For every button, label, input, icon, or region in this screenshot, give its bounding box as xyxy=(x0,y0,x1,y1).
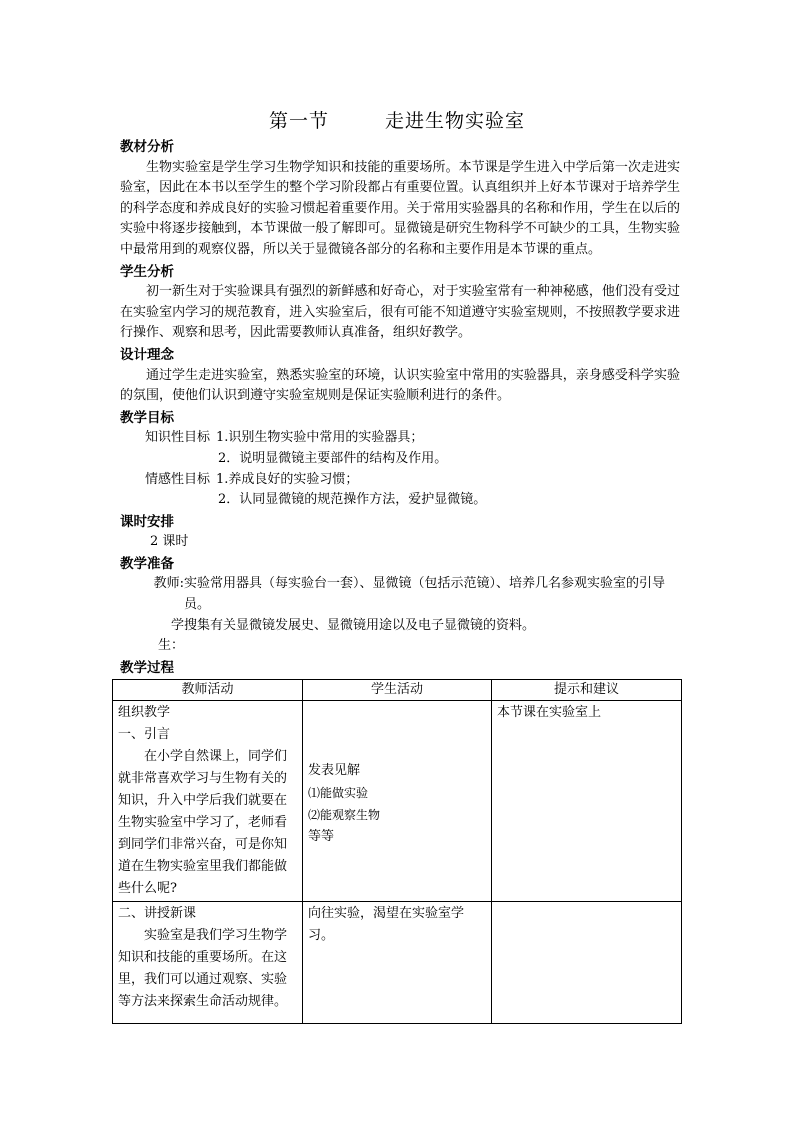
emotion-goal-label: 情感性目标 xyxy=(144,471,210,487)
student-prep-row xyxy=(120,616,680,657)
table-row xyxy=(113,902,682,1024)
teacher-activity-paragraph: 在小学自然课上，同学们就非常喜欢学习与生物有关的知识，升入中学后我们就要在生物实验室中学习了，老师看到同学们非常兴奋，可是你知道在生物实验室里我们都能做些什么呢? xyxy=(118,749,288,896)
material-analysis-text: 生物实验室是学生学习生物学知识和技能的重要场所。本节课是学生进入中学后第一次走进实验室，因此在本书以至学生的整个学习阶段都占有重要位置。认真组织并上好本节课对于培养学生的科学态度和养成良好的实验习惯起着重要作用。关于常用实验器具的名称和作用，学生在以后的实验中将逐步接触到，本节课做一般了解即可。显微镜是研究生物科学不可缺少的工具，生物实验中最常用到的观察仪器，所以关于显微镜各部分的名称和主要作用是本节课的重点。 xyxy=(120,159,680,257)
table-row xyxy=(113,701,682,902)
heading-material-analysis: 教材分析 xyxy=(120,139,174,155)
student-prep-text: 搜集有关显微镜发展史、显微镜用途以及电子显微镜的资料。 xyxy=(184,617,536,633)
student-activity-cell xyxy=(303,701,492,902)
title-section-name: 走进生物实验室 xyxy=(385,110,526,132)
teacher-activity-line: 组织教学 xyxy=(118,705,171,720)
student-activity-cell xyxy=(303,902,492,1024)
tips-cell xyxy=(492,701,682,902)
tips-line: 本节课在实验室上 xyxy=(497,705,602,720)
emotion-goal-row xyxy=(120,470,680,491)
header-student-activity: 学生活动 xyxy=(303,680,492,701)
teacher-activity-line: 二、讲授新课 xyxy=(118,906,197,921)
teaching-process-table xyxy=(112,679,682,1024)
knowledge-goal-2: 2．说明显微镜主要部件的结构及作用。 xyxy=(218,450,448,466)
heading-preparation: 教学准备 xyxy=(120,555,174,572)
student-activity-line: 发表见解 xyxy=(308,763,361,778)
lesson-plan-body xyxy=(120,136,680,678)
title-section-number: 第一节 xyxy=(268,110,329,132)
page-title xyxy=(0,106,794,133)
teacher-activity-cell xyxy=(113,902,303,1024)
student-activity-line: ⑵能观察生物 xyxy=(308,808,381,822)
teacher-activity-cell xyxy=(113,701,303,902)
heading-design-concept: 设计理念 xyxy=(120,346,174,363)
table-header-row xyxy=(113,680,682,701)
design-concept-text: 通过学生走进实验室，熟悉实验室的环境，认识实验室中常用的实验器具，亲身感受科学实验的氛围，使他们认识到遵守实验室规则是保证实验顺利进行的条件。 xyxy=(120,367,680,404)
student-analysis-text: 初一新生对于实验课具有强烈的新鲜感和好奇心，对于实验室常有一种神秘感，他们没有受过在实验室内学习的规范教育，进入实验室后，很有可能不知道遵守实验室规则，不按照教学要求进行操作、观察和思考，因此需要教师认真准备，组织好教学。 xyxy=(120,284,680,341)
student-activity-line: 向往实验，渴望在实验室学习。 xyxy=(308,906,465,943)
header-tips: 提示和建议 xyxy=(492,680,682,701)
tips-cell xyxy=(492,902,682,1024)
schedule-text: 2 课时 xyxy=(150,534,189,550)
student-prep-label: 学生： xyxy=(157,617,184,654)
student-activity-line: ⑴能做实验 xyxy=(308,786,369,800)
teacher-prep-label: 教师: xyxy=(153,576,184,592)
student-activity-line: 等等 xyxy=(308,829,335,844)
teacher-prep-text: 实验常用器具（每实验台一套）、显微镜（包括示范镜）、培养几名参观实验室的引导员。 xyxy=(184,576,666,613)
knowledge-goal-1: 1.识别生物实验中常用的实验器具； xyxy=(216,430,424,446)
knowledge-goal-label: 知识性目标 xyxy=(144,430,210,446)
heading-schedule: 课时安排 xyxy=(120,513,174,530)
emotion-goal-2: 2．认同显微镜的规范操作方法，爱护显微镜。 xyxy=(218,492,487,508)
knowledge-goal-row xyxy=(120,428,680,449)
header-teacher-activity: 教师活动 xyxy=(113,680,303,701)
heading-student-analysis: 学生分析 xyxy=(120,263,174,280)
teacher-activity-line: 一、引言 xyxy=(118,727,171,742)
teacher-activity-paragraph: 实验室是我们学习生物学知识和技能的重要场所。在这里，我们可以通过观察、实验等方法来探索生命活动规律。 xyxy=(118,928,288,1009)
teacher-prep-row xyxy=(120,574,680,615)
heading-teaching-process: 教学过程 xyxy=(120,659,174,676)
heading-teaching-goals: 教学目标 xyxy=(120,409,174,426)
emotion-goal-1: 1.养成良好的实验习惯； xyxy=(216,471,359,487)
